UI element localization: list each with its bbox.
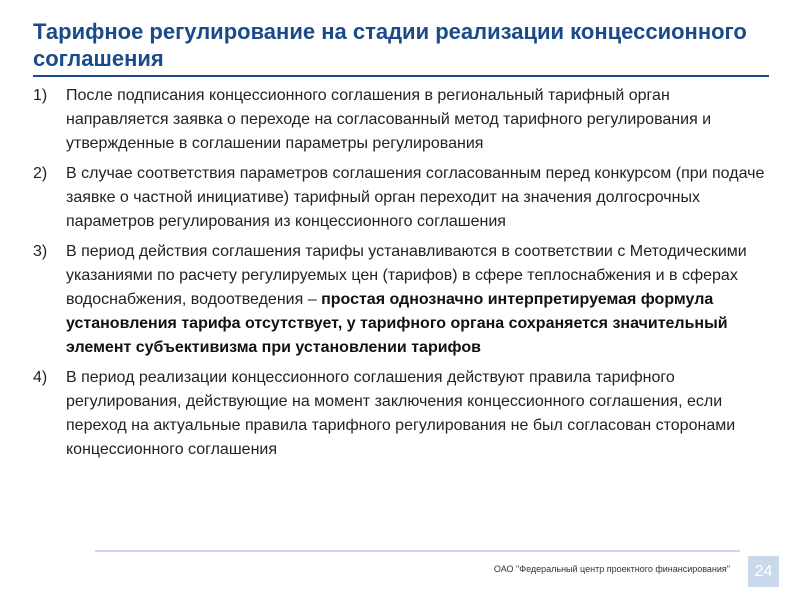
emphasized-text: простая однозначно интерпретируемая формула установления тарифа отсутствует, у тарифного органа сохраняется значительный элемент субъективизма при установлении тарифов — [66, 291, 728, 356]
list-item — [33, 84, 773, 156]
list-item-text: В период действия соглашения тарифы устанавливаются в соответствии с Методическими указаниями по расчету регулируемых цен (тарифов) в сфере теплоснабжения и в сферах водоснабжения, водоотведения – — [66, 243, 747, 308]
list-item-number: 3) — [33, 243, 48, 260]
list-item — [33, 240, 773, 360]
footer-organization: ОАО "Федеральный центр проектного финансирования" — [493, 564, 730, 574]
list-item-number: 2) — [33, 165, 48, 182]
list-item-content — [66, 240, 773, 360]
footer-divider — [95, 550, 740, 552]
page-number-badge: 24 — [748, 556, 779, 587]
list-item-number: 1) — [33, 87, 48, 104]
list-item-text: В период реализации концессионного соглашения действуют правила тарифного регулирования, действующие на момент заключения концессионного соглашения, если переход на актуальные правила тарифного регулирования не был согласован сторонами концессионного соглашения — [66, 369, 736, 458]
title-divider — [33, 75, 769, 77]
list-item-text: В случае соответствия параметров соглашения согласованным перед конкурсом (при подаче заявке о частной инициативе) тарифный орган переходит на значения долгосрочных параметров регулирования из концессионного соглашения — [66, 165, 765, 230]
list-item — [33, 162, 773, 234]
list-item-text: После подписания концессионного соглашения в региональный тарифный орган направляется заявка о переходе на согласованный метод тарифного регулирования и утвержденные в соглашении параметры регулирования — [66, 87, 712, 152]
slide-title: Тарифное регулирование на стадии реализации концессионного соглашения — [33, 19, 747, 71]
list-item — [33, 366, 773, 462]
numbered-list — [33, 84, 773, 468]
list-item-number: 4) — [33, 369, 48, 386]
